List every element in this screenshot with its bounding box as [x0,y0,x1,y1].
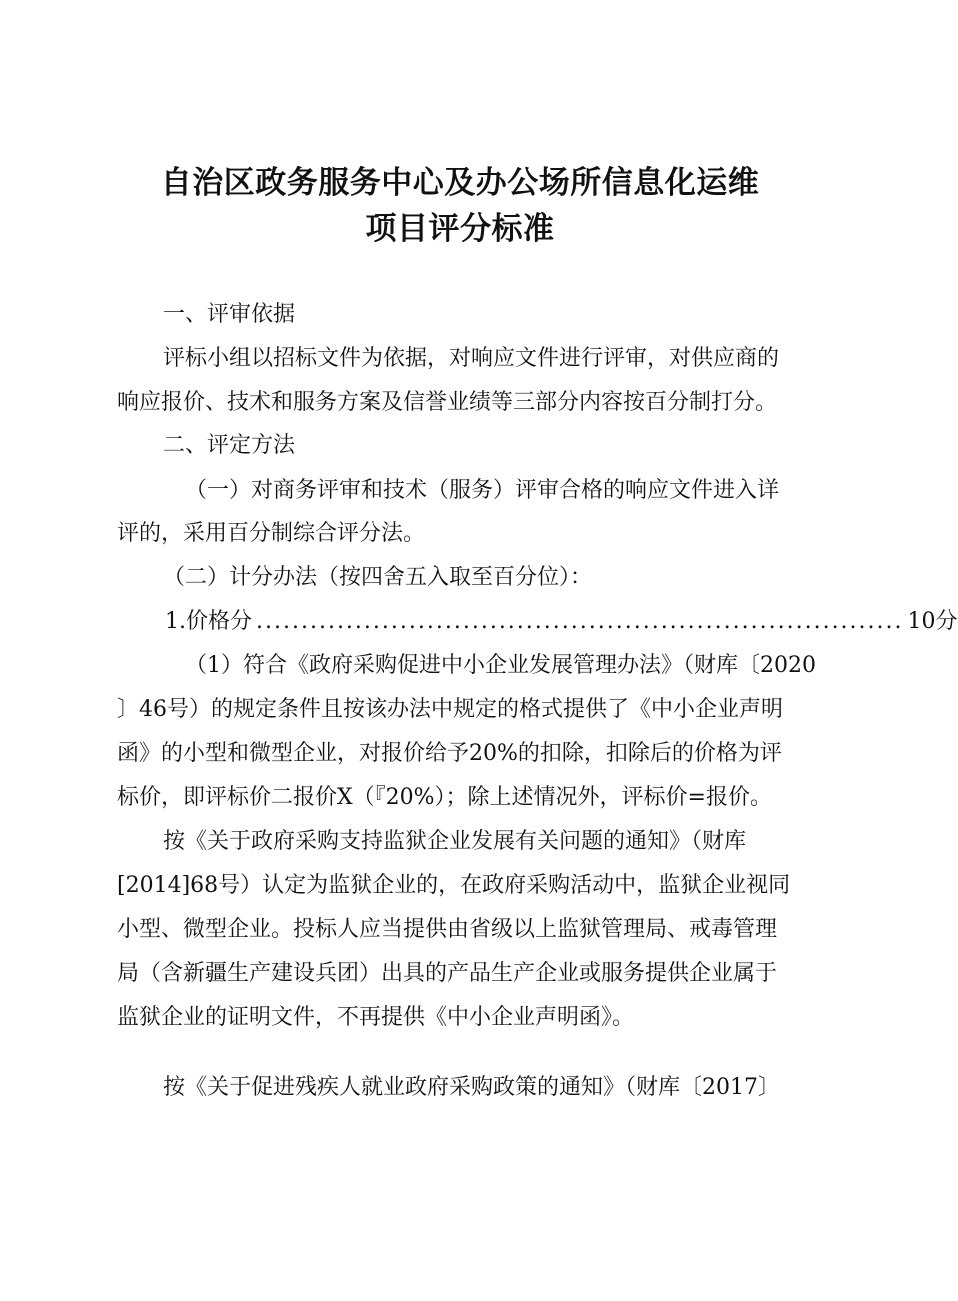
paragraph-line: [2014]68号）认定为监狱企业的，在政府采购活动中，监狱企业视同 [117,873,791,898]
section-heading-evaluation-method: 二、评定方法 [163,433,296,458]
paragraph-line: （1）符合《政府采购促进中小企业发展管理办法》（财库〔2020 [185,653,816,678]
subsection-heading-scoring: （二）计分办法（按四舍五入取至百分位）： [163,565,593,590]
paragraph-line: 函》的小型和微型企业，对报价给予20%的扣除，扣除后的价格为评 [117,741,782,766]
paragraph-line: 监狱企业的证明文件，不再提供《中小企业声明函》。 [117,1005,635,1030]
paragraph-line: 按《关于促进残疾人就业政府采购政策的通知》（财库〔2017〕 [163,1075,780,1100]
document-title-line-2: 项目评分标准 [365,211,555,247]
paragraph-line: 小型、微型企业。投标人应当提供由省级以上监狱管理局、戒毒管理 [117,917,778,942]
paragraph-line: 局（含新疆生产建设兵团）出具的产品生产企业或服务提供企业属于 [117,961,778,986]
paragraph-line: （一）对商务评审和技术（服务）评审合格的响应文件进入详 [185,478,780,503]
paragraph-line: 评的，采用百分制综合评分法。 [117,521,426,546]
paragraph-line: 响应报价、技术和服务方案及信誉业绩等三部分内容按百分制打分。 [117,390,778,415]
price-score-value: 10分 [907,609,958,634]
paragraph-line: 按《关于政府采购支持监狱企业发展有关问题的通知》（财库 [163,829,747,854]
document-title-line-1: 自治区政务服务中心及办公场所信息化运维 [160,165,760,201]
paragraph-line: 标价，即评标价二报价X（『20%）；除上述情况外，评标价=报价。 [117,785,772,810]
dot-leader: ........................................................................ [256,609,904,634]
paragraph-line: 评标小组以招标文件为依据，对响应文件进行评审，对供应商的 [163,346,780,371]
price-score-item [165,607,958,637]
section-heading-review-basis: 一、评审依据 [163,302,296,327]
price-score-label: 1.价格分 [165,609,252,634]
paragraph-line: 〕46号）的规定条件且按该办法中规定的格式提供了《中小企业声明 [117,697,783,722]
